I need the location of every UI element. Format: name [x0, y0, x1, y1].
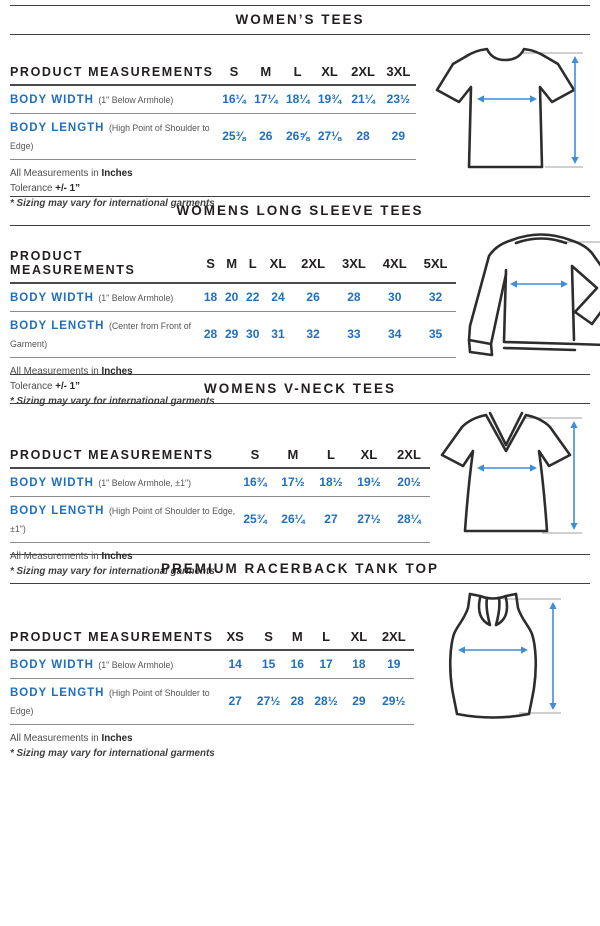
measurement-value-cell: 30: [242, 312, 263, 358]
size-column-header: 3XL: [334, 246, 375, 283]
size-chart-section: [0, 554, 600, 914]
row-label: BODY WIDTH: [10, 477, 94, 489]
row-detail: (1" Below Armhole): [98, 95, 174, 105]
measurement-value-cell: 27: [312, 497, 350, 543]
body-length-row: [10, 679, 414, 725]
measurement-value-cell: 35: [415, 312, 456, 358]
measurement-value-cell: 28½: [308, 679, 345, 725]
tolerance-note: Tolerance +/- 1”: [10, 183, 80, 194]
units-note: All Measurements in Inches: [10, 733, 133, 744]
section-title: PREMIUM RACERBACK TANK TOP: [161, 561, 439, 576]
measurement-value-cell: 17¼: [250, 85, 282, 114]
measurement-value-cell: 18½: [312, 468, 350, 497]
row-label: BODY LENGTH: [10, 687, 105, 699]
body-width-arrow: [510, 280, 568, 287]
measurement-value-cell: 27½: [350, 497, 388, 543]
body-width-row: [10, 85, 416, 114]
measurement-value-cell: 27: [220, 679, 250, 725]
table-header-label: PRODUCT MEASUREMENTS: [10, 61, 218, 85]
size-column-header: 2XL: [388, 444, 430, 468]
v-neck-tee-illustration: [430, 405, 588, 548]
measurement-value-cell: 24: [263, 283, 292, 312]
body-length-arrow: [549, 602, 556, 710]
measurements-table: [10, 626, 414, 725]
measurement-value-cell: 29: [221, 312, 242, 358]
size-column-header: M: [274, 444, 312, 468]
disclaimer-note: * Sizing may vary for international garments: [10, 198, 215, 209]
measurement-value-cell: 22: [242, 283, 263, 312]
measurement-value-cell: 32: [415, 283, 456, 312]
row-label: BODY WIDTH: [10, 659, 94, 671]
measurement-value-cell: 16: [287, 650, 308, 679]
body-length-row: [10, 312, 456, 358]
short-sleeve-tee-illustration: [425, 41, 588, 181]
measurement-value-cell: 26¼: [274, 497, 312, 543]
measurement-value-cell: 16¾: [236, 468, 274, 497]
size-column-header: S: [200, 246, 221, 283]
size-column-header: 2XL: [345, 61, 380, 85]
size-column-header: 4XL: [374, 246, 415, 283]
row-detail: (1" Below Armhole, ±1"): [98, 478, 192, 488]
section-title: WOMENS V-NECK TEES: [203, 381, 396, 396]
body-width-arrow: [477, 464, 537, 471]
measurement-value-cell: 21¼: [345, 85, 380, 114]
measurements-table: [10, 61, 416, 160]
measurement-value-cell: 27⅛: [314, 114, 346, 160]
measurement-value-cell: 28: [287, 679, 308, 725]
row-detail: (1" Below Armhole): [98, 293, 174, 303]
size-column-header: XL: [314, 61, 346, 85]
row-label: BODY WIDTH: [10, 292, 94, 304]
size-column-header: M: [221, 246, 242, 283]
body-width-arrow: [458, 646, 528, 653]
measurements-table: [10, 444, 430, 543]
size-column-header: S: [250, 626, 287, 650]
table-header-label: PRODUCT MEASUREMENTS: [10, 626, 220, 650]
table-header-label: PRODUCT MEASUREMENTS: [10, 246, 200, 283]
measurement-value-cell: 18¼: [282, 85, 314, 114]
body-width-row: [10, 468, 430, 497]
row-detail: (1" Below Armhole): [98, 660, 174, 670]
measurement-value-cell: 29: [344, 679, 373, 725]
row-detail: (Center from Front of Garment): [10, 321, 192, 349]
size-column-header: L: [312, 444, 350, 468]
measurement-value-cell: 33: [334, 312, 375, 358]
size-column-header: L: [242, 246, 263, 283]
size-column-header: M: [250, 61, 282, 85]
row-label: BODY LENGTH: [10, 122, 105, 134]
measurement-value-cell: 28: [334, 283, 375, 312]
body-length-arrow: [571, 56, 578, 164]
measurement-value-cell: 20: [221, 283, 242, 312]
measurement-value-cell: 14: [220, 650, 250, 679]
units-note: All Measurements in Inches: [10, 168, 133, 179]
measurement-value-cell: 32: [293, 312, 334, 358]
table-header-label: PRODUCT MEASUREMENTS: [10, 444, 236, 468]
size-column-header: M: [287, 626, 308, 650]
measurement-value-cell: 20½: [388, 468, 430, 497]
measurement-value-cell: 15: [250, 650, 287, 679]
measurement-value-cell: 26: [293, 283, 334, 312]
measurement-value-cell: 17: [308, 650, 345, 679]
row-detail: (High Point of Shoulder to Edge): [10, 123, 210, 151]
measurement-value-cell: 19: [374, 650, 415, 679]
measurement-value-cell: 25⅜: [218, 114, 250, 160]
tolerance-note: Tolerance +/- 1”: [10, 381, 80, 392]
body-width-arrow: [477, 95, 537, 102]
units-note: All Measurements in Inches: [10, 551, 133, 562]
measurement-value-cell: 27½: [250, 679, 287, 725]
size-column-header: S: [236, 444, 274, 468]
measurement-value-cell: 17½: [274, 468, 312, 497]
size-column-header: L: [282, 61, 314, 85]
measurement-value-cell: 28: [345, 114, 380, 160]
size-column-header: XL: [350, 444, 388, 468]
size-column-header: 5XL: [415, 246, 456, 283]
size-chart-section: [0, 5, 600, 209]
size-column-header: XL: [263, 246, 292, 283]
long-sleeve-tee-illustration: [456, 228, 600, 360]
disclaimer-note: * Sizing may vary for international garments: [10, 566, 215, 577]
measurements-table: [10, 246, 456, 358]
measurement-value-cell: 29: [381, 114, 416, 160]
measurement-value-cell: 19½: [350, 468, 388, 497]
units-note: All Measurements in Inches: [10, 366, 133, 377]
measurement-value-cell: 26⅝: [282, 114, 314, 160]
body-width-row: [10, 283, 456, 312]
size-column-header: 2XL: [293, 246, 334, 283]
disclaimer-note: * Sizing may vary for international garments: [10, 748, 215, 759]
size-chart-sections: [0, 5, 600, 914]
size-column-header: 2XL: [374, 626, 415, 650]
size-column-header: L: [308, 626, 345, 650]
measurement-value-cell: 16¼: [218, 85, 250, 114]
measurement-value-cell: 28¼: [388, 497, 430, 543]
measurement-value-cell: 23½: [381, 85, 416, 114]
measurement-value-cell: 25¾: [236, 497, 274, 543]
table-notes: [10, 733, 414, 759]
measurement-value-cell: 29½: [374, 679, 415, 725]
measurement-value-cell: 31: [263, 312, 292, 358]
row-label: BODY WIDTH: [10, 94, 94, 106]
size-column-header: XS: [220, 626, 250, 650]
body-length-row: [10, 497, 430, 543]
measurement-value-cell: 28: [200, 312, 221, 358]
measurement-value-cell: 18: [344, 650, 373, 679]
section-title: WOMEN’S TEES: [235, 12, 365, 27]
measurement-value-cell: 26: [250, 114, 282, 160]
body-length-arrow: [570, 421, 577, 530]
section-title: WOMENS LONG SLEEVE TEES: [176, 203, 424, 218]
row-label: BODY LENGTH: [10, 320, 105, 332]
body-width-row: [10, 650, 414, 679]
measurement-value-cell: 18: [200, 283, 221, 312]
body-length-row: [10, 114, 416, 160]
size-column-header: 3XL: [381, 61, 416, 85]
row-label: BODY LENGTH: [10, 505, 105, 517]
measurement-value-cell: 30: [374, 283, 415, 312]
section-header: [10, 5, 590, 35]
row-detail: (High Point of Shoulder to Edge): [10, 688, 210, 716]
measurement-value-cell: 34: [374, 312, 415, 358]
size-column-header: XL: [344, 626, 373, 650]
size-column-header: S: [218, 61, 250, 85]
measurement-value-cell: 19¾: [314, 85, 346, 114]
disclaimer-note: * Sizing may vary for international garments: [10, 396, 215, 407]
row-detail: (High Point of Shoulder to Edge, ±1"): [10, 506, 236, 534]
racerback-tank-illustration: [431, 588, 566, 730]
